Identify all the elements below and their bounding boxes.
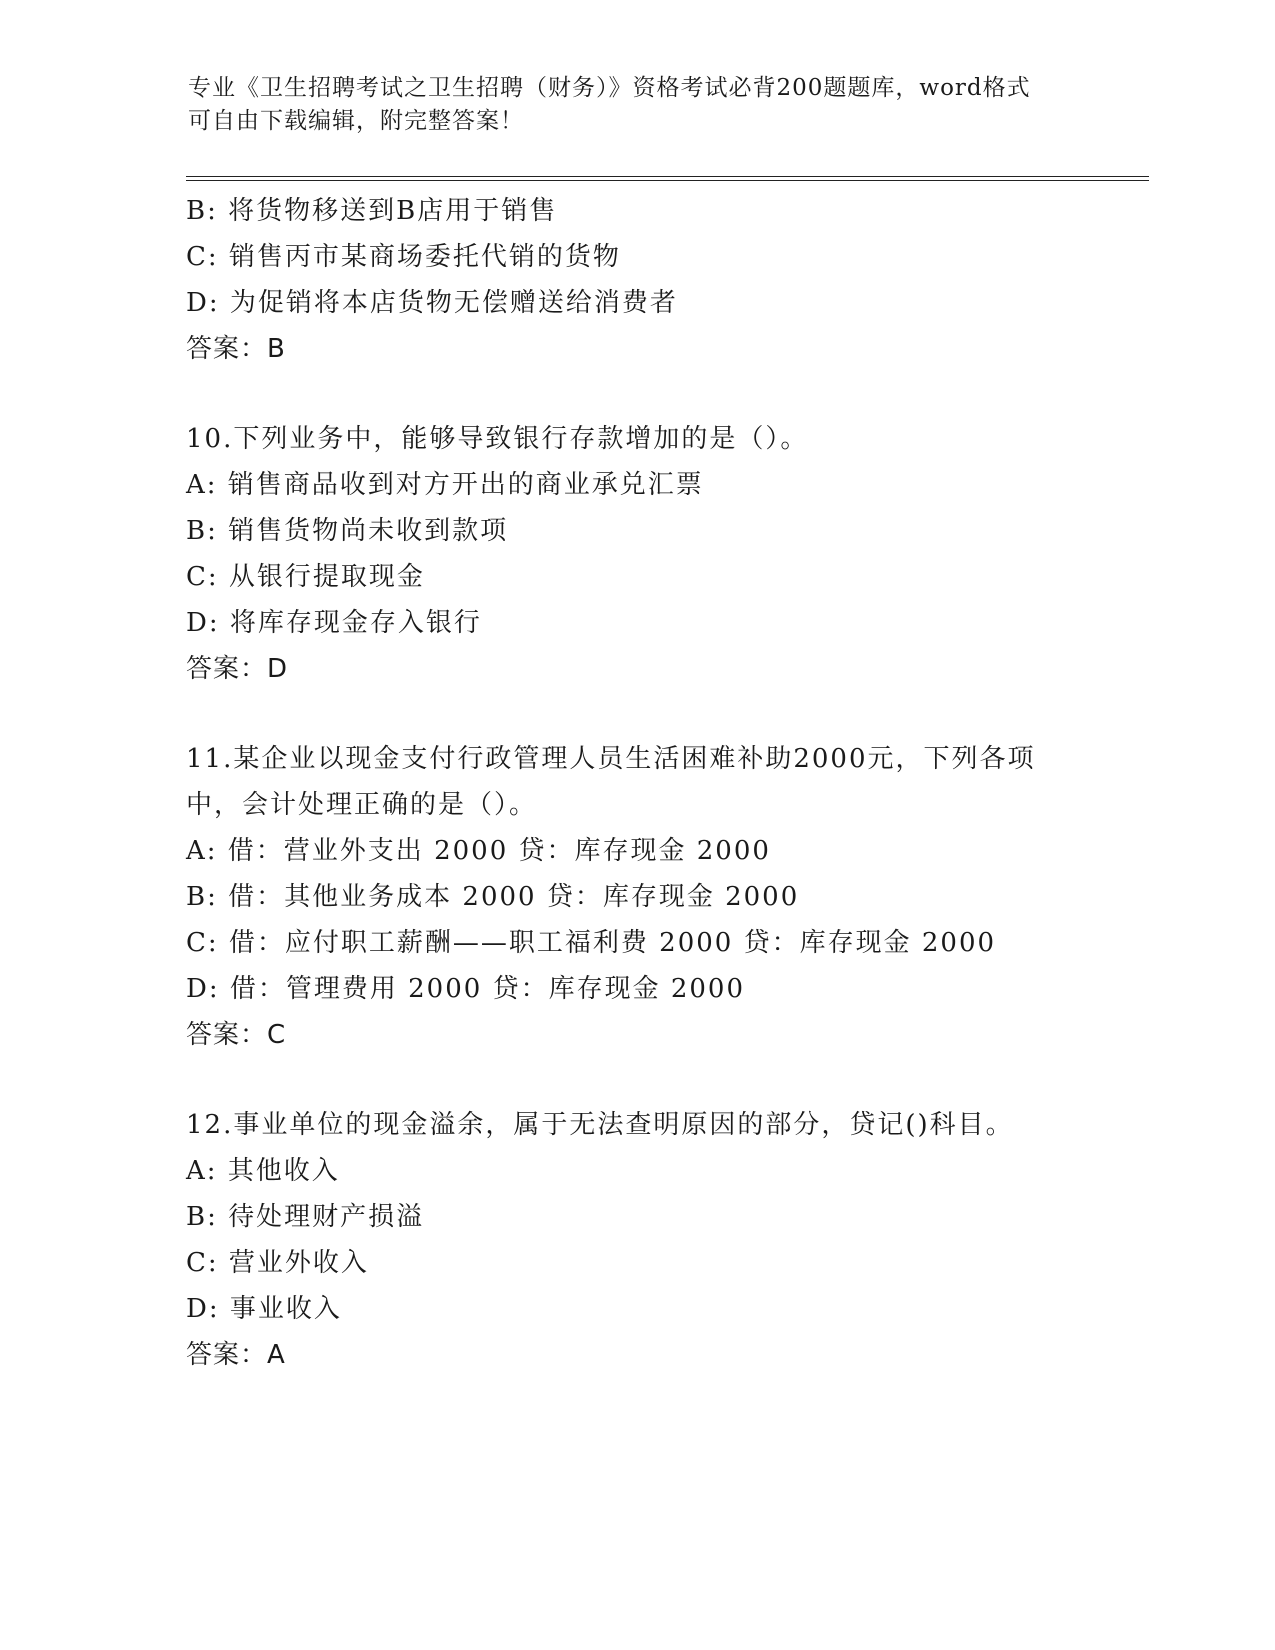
question-text: 11.某企业以现金支付行政管理人员生活困难补助2000元，下列各项: [186, 744, 1036, 774]
option-a: A: 销售商品收到对方开出的商业承兑汇票: [186, 470, 704, 500]
option-d: D: 借：管理费用 2000 贷：库存现金 2000: [186, 974, 746, 1004]
option-b: B: 将货物移送到B店用于销售: [186, 196, 558, 226]
answer-line: 答案：A: [186, 1340, 286, 1370]
option-c: C: 营业外收入: [186, 1248, 369, 1278]
answer-line: 答案：C: [186, 1020, 287, 1050]
option-d: D: 为促销将本店货物无偿赠送给消费者: [186, 288, 678, 318]
option-a: A: 借：营业外支出 2000 贷：库存现金 2000: [186, 836, 771, 866]
option-c: C: 从银行提取现金: [186, 562, 425, 592]
header-divider: [186, 176, 1149, 181]
option-c: C: 销售丙市某商场委托代销的货物: [186, 242, 621, 272]
question-11: [186, 736, 1086, 1058]
option-b: B: 待处理财产损溢: [186, 1202, 425, 1232]
answer-line: 答案：B: [186, 334, 286, 364]
question-list: [186, 188, 1086, 1378]
question-text: 10.下列业务中，能够导致银行存款增加的是（）。: [186, 424, 809, 454]
option-a: A: 其他收入: [186, 1156, 340, 1186]
question-text-continued: 中，会计处理正确的是（）。: [186, 790, 538, 820]
option-b: B: 借：其他业务成本 2000 贷：库存现金 2000: [186, 882, 800, 912]
question-12: [186, 1102, 1086, 1378]
answer-line: 答案：D: [186, 654, 289, 684]
option-d: D: 事业收入: [186, 1294, 342, 1324]
header-line-2: 可自由下载编辑，附完整答案！: [188, 108, 524, 134]
continued-question: [186, 188, 1086, 372]
header-line-1: 专业《卫生招聘考试之卫生招聘（财务）》资格考试必背200题题库，word格式: [188, 75, 1031, 101]
question-10: [186, 416, 1086, 692]
document-header: [188, 72, 1078, 138]
question-text: 12.事业单位的现金溢余，属于无法查明原因的部分，贷记()科目。: [186, 1110, 1014, 1140]
option-d: D: 将库存现金存入银行: [186, 608, 482, 638]
option-c: C: 借：应付职工薪酬——职工福利费 2000 贷：库存现金 2000: [186, 928, 997, 958]
option-b: B: 销售货物尚未收到款项: [186, 516, 509, 546]
